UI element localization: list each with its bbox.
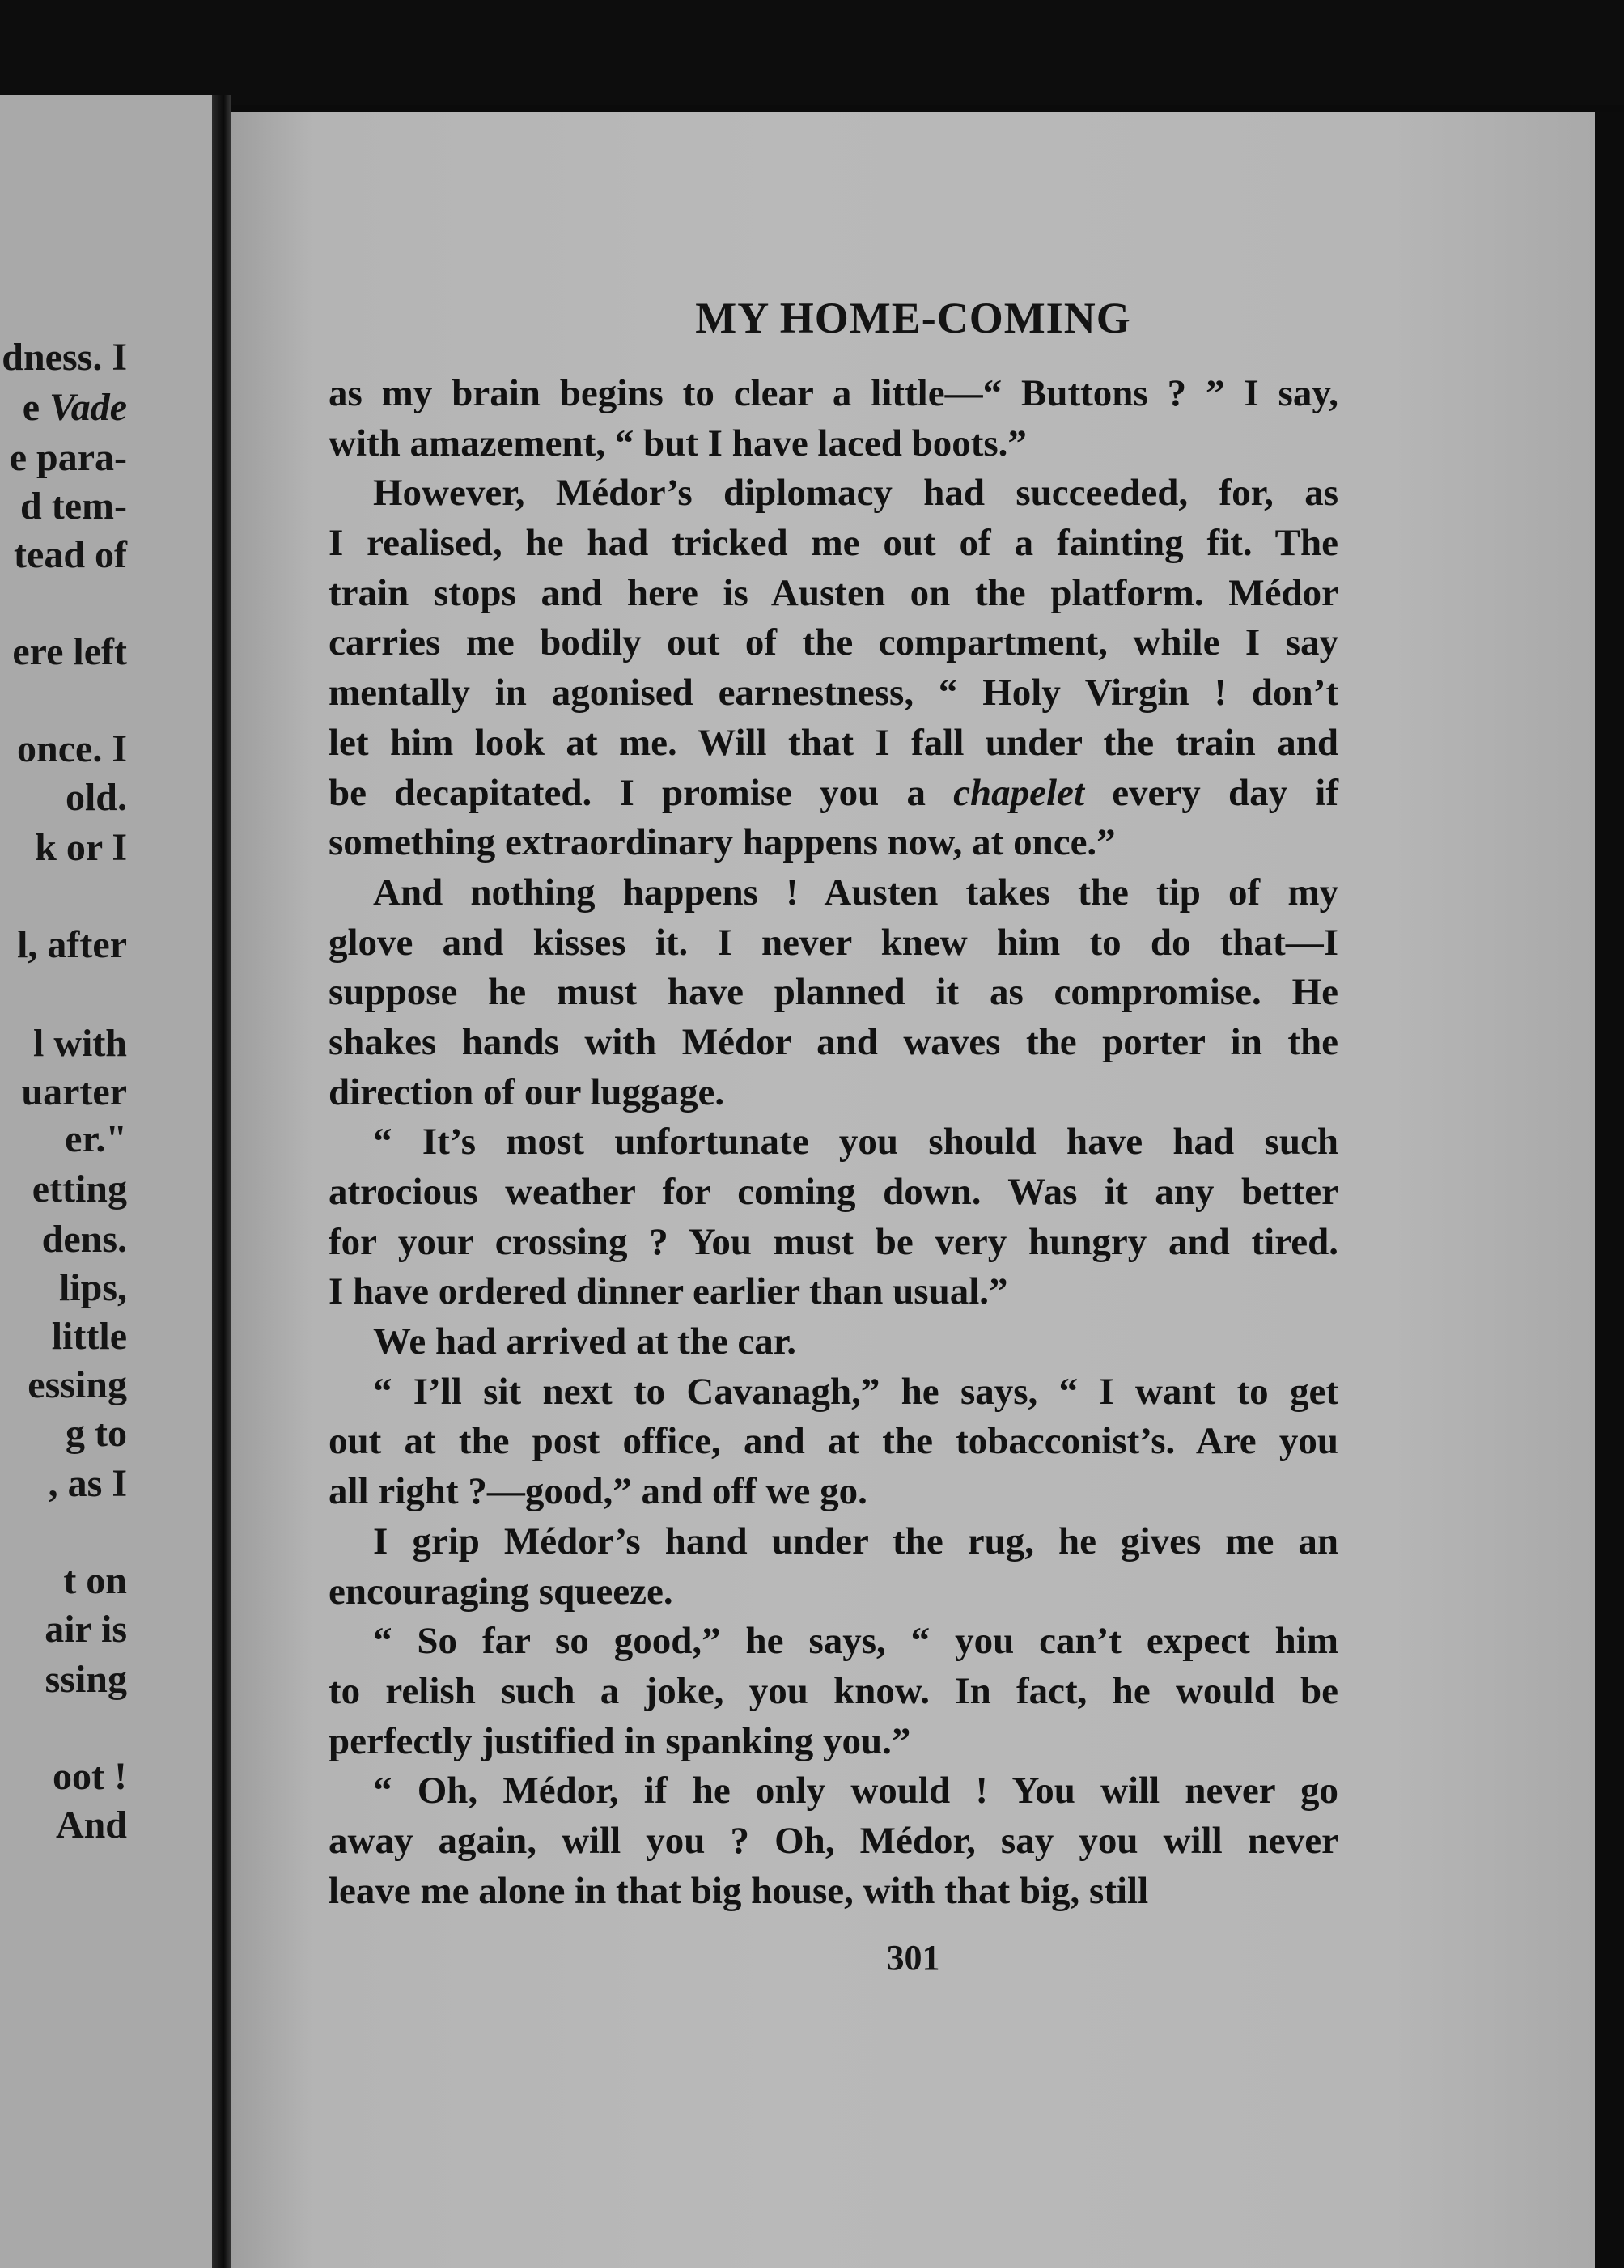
text-line: perfectly justified in spanking you.”: [329, 1719, 911, 1762]
text-line: train stops and here is Austen on the platform. Médor: [329, 571, 1338, 614]
text-line: away again, will you ? Oh, Médor, say you will never: [329, 1819, 1338, 1862]
left-page-fragment: oot !: [53, 1755, 127, 1798]
italic-word: chapelet: [953, 771, 1085, 814]
left-page-fragment: tead of: [14, 533, 127, 576]
scan-border-top: [0, 0, 1624, 105]
left-page-fragment: er.": [65, 1117, 127, 1160]
left-page-fragment: essing: [28, 1363, 127, 1406]
left-page-fragment: once. I: [17, 727, 127, 770]
right-page: [231, 112, 1595, 2268]
left-page-fragment: lips,: [58, 1266, 127, 1309]
text-line: We had arrived at the car.: [373, 1321, 797, 1363]
text-line: glove and kisses it. I never knew him to do that—I: [329, 921, 1338, 964]
left-page-fragment: e para-: [9, 436, 127, 479]
left-page-fragment: , as I: [48, 1462, 127, 1505]
text-line: And nothing happens ! Austen takes the tip of my: [373, 871, 1338, 914]
left-page-fragment: t on: [63, 1559, 127, 1602]
text-line: encouraging squeeze.: [329, 1570, 673, 1613]
left-page: [0, 95, 212, 2268]
left-page-fragment: air is: [45, 1608, 127, 1651]
left-page-text-fragments: [0, 95, 212, 2268]
text-line: “ I’ll sit next to Cavanagh,” he says, “ I want to get: [373, 1370, 1338, 1413]
text-line: with amazement, “ but I have laced boots.”: [329, 422, 1027, 464]
text-line: “ It’s most unfortunate you should have had such: [373, 1121, 1338, 1164]
text-line: out at the post office, and at the tobacconist’s. Are you: [329, 1420, 1338, 1463]
left-page-fragment: etting: [32, 1168, 127, 1210]
left-page-fragment: ere left: [12, 630, 127, 673]
text-line: be decapitated. I promise you a chapelet every day if: [329, 771, 1338, 814]
text-line: I grip Médor’s hand under the rug, he gives me an: [373, 1520, 1338, 1562]
text-line: to relish such a joke, you know. In fact, he would be: [329, 1669, 1338, 1712]
left-page-fragment: l with: [32, 1022, 127, 1065]
left-page-fragment: dness. I: [2, 336, 127, 379]
text-line: shakes hands with Médor and waves the porter in the: [329, 1020, 1338, 1063]
left-page-fragment: old.: [65, 776, 127, 819]
left-page-fragment: l, after: [17, 923, 127, 966]
left-page-fragment: g to: [66, 1412, 127, 1455]
body-text: [329, 369, 1338, 1916]
text-line: leave me alone in that big house, with that big, still: [329, 1869, 1149, 1912]
left-page-fragment: k or I: [35, 826, 127, 869]
text-line: carries me bodily out of the compartment, while I say: [329, 621, 1338, 664]
running-head: MY HOME-COMING: [695, 294, 1131, 342]
left-page-fragment: ssing: [45, 1658, 127, 1701]
text-line: for your crossing ? You must be very hungry and tired.: [329, 1220, 1338, 1263]
text-line: However, Médor’s diplomacy had succeeded, for, as: [373, 472, 1338, 515]
text-line: suppose he must have planned it as compromise. He: [329, 971, 1338, 1014]
text-line: something extraordinary happens now, at once.”: [329, 821, 1116, 864]
text-line: “ Oh, Médor, if he only would ! You will never go: [373, 1770, 1338, 1812]
text-line: let him look at me. Will that I fall under the train and: [329, 721, 1338, 764]
left-page-fragment: uarter: [21, 1070, 127, 1113]
left-page-fragment: e Vade: [22, 386, 127, 429]
left-page-fragment: little: [51, 1315, 127, 1358]
left-page-fragment: dens.: [41, 1218, 127, 1261]
text-line: I realised, he had tricked me out of a fainting fit. The: [329, 522, 1338, 565]
book-gutter: [212, 95, 231, 2268]
text-line: atrocious weather for coming down. Was it any better: [329, 1171, 1338, 1213]
text-line: mentally in agonised earnestness, “ Holy Virgin ! don’t: [329, 672, 1338, 714]
text-line: direction of our luggage.: [329, 1070, 725, 1113]
left-page-fragment: d tem-: [20, 485, 127, 528]
text-line: “ So far so good,” he says, “ you can’t expect him: [373, 1620, 1338, 1663]
text-line: all right ?—good,” and off we go.: [329, 1470, 867, 1513]
text-line: I have ordered dinner earlier than usual.”: [329, 1270, 1008, 1313]
text-line: as my brain begins to clear a little—“ Buttons ? ” I say,: [329, 372, 1338, 414]
scan-border-right: [1595, 112, 1624, 2268]
page-number: 301: [886, 1938, 940, 1978]
left-page-fragment: And: [55, 1804, 127, 1846]
